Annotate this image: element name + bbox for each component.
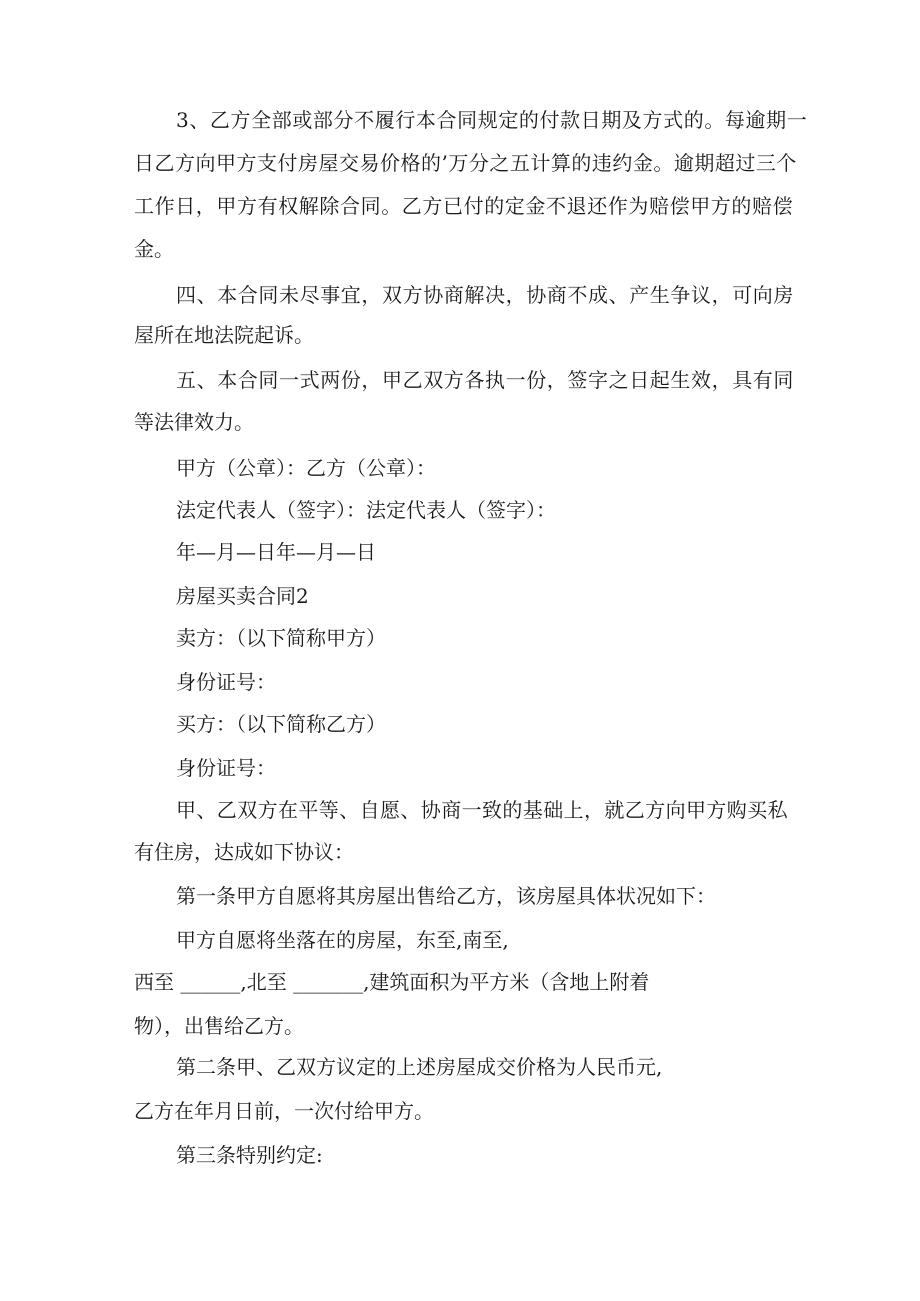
buyer-line: 买方：（以下简称乙方）	[176, 712, 386, 736]
representative-signature-line: 法定代表人（签字）：法定代表人（签字）：	[176, 498, 556, 522]
clause-3-line-3: 工作日，甲方有权解除合同。乙方已付的定金不退还作为赔偿甲方的赔偿	[134, 194, 794, 218]
section-4-line-1: 四、本合同未尽事宜，双方协商解决，协商不成、产生争议，可向房	[176, 283, 794, 307]
preamble-line-2: 有住房，达成如下协议：	[134, 840, 354, 864]
article-3-heading: 第三条特别约定:	[176, 1143, 323, 1167]
contract-2-title: 房屋买卖合同2	[176, 584, 309, 608]
seller-id-line: 身份证号：	[176, 670, 276, 694]
article-2-line-2: 乙方在年月日前，一次付给甲方。	[134, 1099, 434, 1123]
section-5-line-1: 五、本合同一式两份，甲乙双方各执一份，签字之日起生效，具有同	[176, 368, 794, 392]
seller-line: 卖方：（以下简称甲方）	[176, 626, 386, 650]
section-5-line-2: 等法律效力。	[134, 410, 254, 434]
section-4-line-2: 屋所在地法院起诉。	[134, 323, 314, 347]
article-1-line-3: 西至 ______,北至 _______,建筑面积为平方米（含地上附着	[134, 970, 650, 994]
clause-3-line-2: 日乙方向甲方支付房屋交易价格的’万分之五计算的违约金。逾期超过三个	[134, 151, 797, 175]
clause-3-line-4: 金。	[134, 237, 174, 261]
preamble-line-1: 甲、乙双方在平等、自愿、协商一致的基础上，就乙方向甲方购买私	[176, 798, 788, 822]
article-1-line-1: 第一条甲方自愿将其房屋出售给乙方，该房屋具体状况如下：	[176, 884, 716, 908]
clause-3-line-1: 3、乙方全部或部分不履行本合同规定的付款日期及方式的。每逾期一	[176, 108, 808, 132]
article-1-line-2: 甲方自愿将坐落在的房屋，东至,南至,	[176, 928, 509, 952]
buyer-id-line: 身份证号：	[176, 756, 276, 780]
seal-line: 甲方（公章）：乙方（公章）：	[176, 456, 436, 480]
article-1-line-4: 物），出售给乙方。	[134, 1014, 304, 1038]
article-2-line-1: 第二条甲、乙双方议定的上述房屋成交价格为人民币元,	[176, 1055, 663, 1079]
date-line: 年—月—日年—月—日	[176, 540, 376, 564]
